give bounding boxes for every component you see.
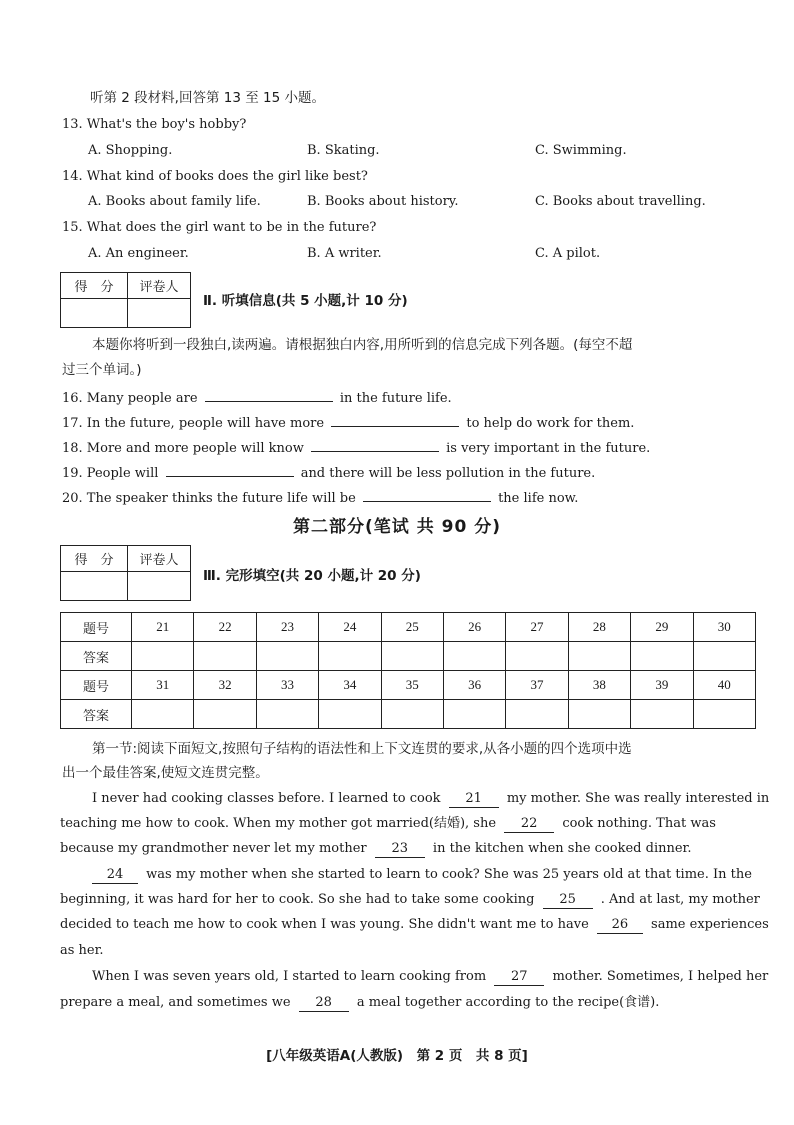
answer-cell[interactable] [381,642,443,671]
question-number: 23 [256,613,318,642]
answer-cell[interactable] [256,700,318,729]
passage-text: teaching me how to cook. When my mother got married(结婚), she [60,816,497,831]
question-number: 29 [631,613,693,642]
passage-text: in the kitchen when she cooked dinner. [432,841,692,856]
blank-23[interactable]: 23 [375,841,425,858]
answer-cell[interactable] [506,642,568,671]
answer-cell[interactable] [132,642,194,671]
question-15-option-c: C. A pilot. [535,246,601,261]
answer-table-answer-row-1 [61,642,756,671]
fill-item-16-after: in the future life. [339,391,452,406]
answer-label: 答案 [61,700,132,729]
question-number: 34 [319,671,381,700]
passage-text: cook nothing. That was [562,816,716,831]
fill-item-17-after: to help do work for them. [466,416,635,431]
fill-item-19-after: and there will be less pollution in the future. [300,466,596,481]
question-14-option-c: C. Books about travelling. [535,194,706,209]
passage-p1-line3 [60,840,691,858]
passage-text: . And at last, my mother [600,892,760,907]
fill-item-18-after: is very important in the future. [446,441,651,456]
answer-cell[interactable] [631,642,693,671]
answer-cell[interactable] [693,700,755,729]
fill-item-17 [62,412,634,433]
passage-text: I never had cooking classes before. I learned to cook [92,791,441,806]
fill-item-20 [62,487,578,508]
page-footer: [八年级英语A(人教版) 第 2 页 共 8 页] [266,1048,528,1064]
section-3-instruction-line2: 出一个最佳答案,使短文连贯完整。 [62,765,269,781]
question-number: 25 [381,613,443,642]
score-box-section-3 [60,545,191,601]
answer-cell[interactable] [443,642,505,671]
question-number: 36 [443,671,505,700]
listening-intro: 听第 2 段材料,回答第 13 至 15 小题。 [90,90,325,106]
passage-p1-line1 [92,790,769,808]
blank-21[interactable]: 21 [449,791,499,808]
grader-label: 评卷人 [128,546,191,572]
question-number: 28 [568,613,630,642]
passage-p3-line2 [60,994,659,1012]
passage-p3-line1 [92,968,768,986]
answer-table-number-row-2 [61,671,756,700]
question-number: 35 [381,671,443,700]
score-label: 得 分 [61,273,128,299]
answer-cell[interactable] [631,700,693,729]
question-number: 27 [506,613,568,642]
answer-cell[interactable] [319,642,381,671]
section-2-title: Ⅱ. 听填信息(共 5 小题,计 10 分) [203,293,408,309]
question-number: 30 [693,613,755,642]
fill-item-20-before: 20. The speaker thinks the future life will be [62,491,356,506]
passage-text: same experiences [651,917,769,932]
question-number: 21 [132,613,194,642]
question-number: 22 [194,613,256,642]
answer-table [60,612,756,729]
blank-28[interactable]: 28 [299,995,349,1012]
passage-p1-line2 [60,815,716,833]
passage-text: When I was seven years old, I started to learn cooking from [92,969,487,984]
answer-cell[interactable] [568,700,630,729]
question-number: 31 [132,671,194,700]
answer-cell[interactable] [568,642,630,671]
answer-cell[interactable] [194,642,256,671]
question-number: 33 [256,671,318,700]
question-13-stem: 13. What's the boy's hobby? [62,117,247,132]
blank-22[interactable]: 22 [504,816,554,833]
grader-label: 评卷人 [128,273,191,299]
fill-blank-16[interactable] [205,387,333,402]
answer-cell[interactable] [506,700,568,729]
fill-item-20-after: the life now. [498,491,579,506]
fill-blank-19[interactable] [166,462,294,477]
fill-item-16-before: 16. Many people are [62,391,198,406]
question-number: 39 [631,671,693,700]
passage-p2-line3 [60,916,769,934]
score-cell[interactable] [61,572,128,601]
section-3-instruction-line1: 第一节:阅读下面短文,按照句子结构的语法性和上下文连贯的要求,从各小题的四个选项中选 [92,741,632,757]
section-3-title: Ⅲ. 完形填空(共 20 小题,计 20 分) [203,568,421,584]
passage-p2-line2 [60,891,760,909]
question-14-stem: 14. What kind of books does the girl like best? [62,169,368,184]
passage-text: mother. Sometimes, I helped her [552,969,769,984]
passage-text: beginning, it was hard for her to cook. So she had to take some cooking [60,892,535,907]
blank-27[interactable]: 27 [494,969,544,986]
section-2-instruction-line2: 过三个单词。) [62,362,142,378]
question-number: 37 [506,671,568,700]
blank-26[interactable]: 26 [597,917,643,934]
question-number: 40 [693,671,755,700]
answer-cell[interactable] [256,642,318,671]
fill-blank-20[interactable] [363,487,491,502]
number-label: 题号 [61,613,132,642]
question-13-option-a: A. Shopping. [88,143,173,158]
question-13-option-b: B. Skating. [307,143,380,158]
fill-blank-18[interactable] [311,437,439,452]
passage-text: because my grandmother never let my mother [60,841,367,856]
question-14-option-a: A. Books about family life. [88,194,261,209]
passage-p2-line1 [92,866,752,884]
question-number: 32 [194,671,256,700]
question-15-option-a: A. An engineer. [88,246,189,261]
part-2-title: 第二部分(笔试 共 90 分) [293,517,501,537]
answer-cell[interactable] [443,700,505,729]
question-14-option-b: B. Books about history. [307,194,459,209]
score-box-section-2 [60,272,191,328]
fill-blank-17[interactable] [331,412,459,427]
passage-text: was my mother when she started to learn to cook? She was 25 years old at that time. In the [146,867,752,882]
question-number: 24 [319,613,381,642]
fill-item-18 [62,437,650,458]
section-2-instruction-line1: 本题你将听到一段独白,读两遍。请根据独白内容,用所听到的信息完成下列各题。(每空不超 [92,337,633,353]
question-13-option-c: C. Swimming. [535,143,627,158]
passage-p2-line4: as her. [60,943,104,958]
answer-table-answer-row-2 [61,700,756,729]
fill-item-17-before: 17. In the future, people will have more [62,416,325,431]
score-label: 得 分 [61,546,128,572]
answer-cell[interactable] [693,642,755,671]
fill-item-18-before: 18. More and more people will know [62,441,304,456]
number-label: 题号 [61,671,132,700]
fill-item-19-before: 19. People will [62,466,159,481]
answer-label: 答案 [61,642,132,671]
grader-cell[interactable] [128,299,191,328]
answer-cell[interactable] [381,700,443,729]
fill-item-16 [62,387,452,408]
answer-cell[interactable] [319,700,381,729]
grader-cell[interactable] [128,572,191,601]
blank-24[interactable]: 24 [92,867,138,884]
score-cell[interactable] [61,299,128,328]
blank-25[interactable]: 25 [543,892,593,909]
question-number: 26 [443,613,505,642]
question-number: 38 [568,671,630,700]
answer-cell[interactable] [194,700,256,729]
fill-item-19 [62,462,595,483]
passage-text: prepare a meal, and sometimes we [60,995,291,1010]
question-15-stem: 15. What does the girl want to be in the future? [62,220,377,235]
passage-text: a meal together according to the recipe(食谱). [356,995,660,1010]
passage-text: decided to teach me how to cook when I was young. She didn't want me to have [60,917,589,932]
answer-cell[interactable] [132,700,194,729]
question-15-option-b: B. A writer. [307,246,382,261]
passage-text: my mother. She was really interested in [506,791,770,806]
answer-table-number-row-1 [61,613,756,642]
